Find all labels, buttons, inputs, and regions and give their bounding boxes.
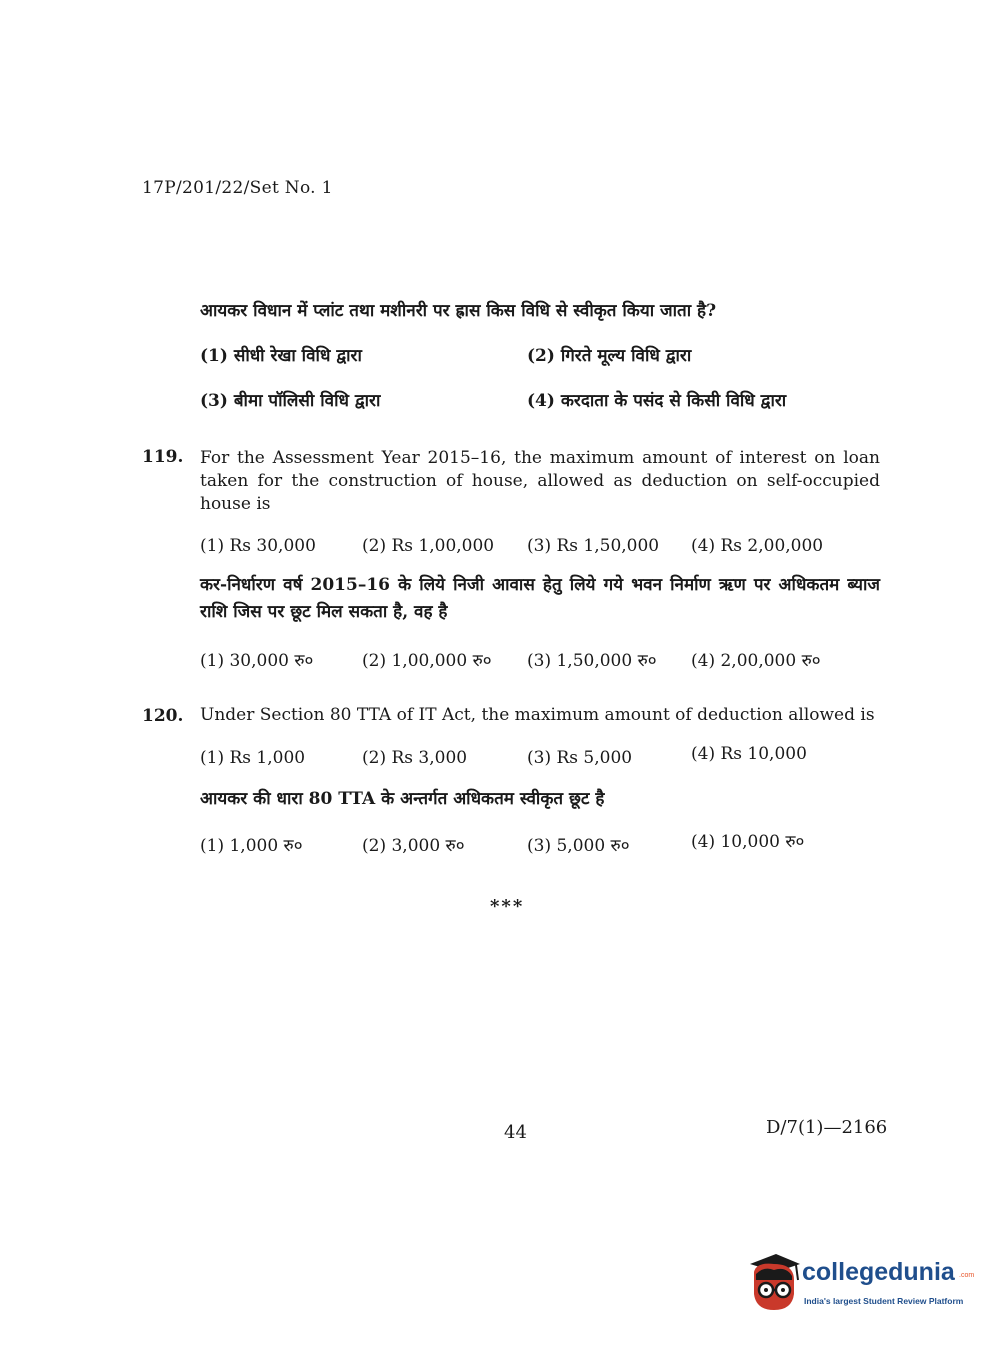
q119-number: 119. (142, 447, 184, 467)
brand-domain: .com (959, 1272, 975, 1279)
q119-option-1: (1) Rs 30,000 (200, 536, 316, 556)
q119-hindi-option-3: (3) 1,50,000 रु० (527, 651, 657, 671)
q119-option-4: (4) Rs 2,00,000 (691, 536, 824, 556)
booklet-reference: D/7(1)—2166 (766, 1117, 888, 1138)
q120-option-1: (1) Rs 1,000 (200, 748, 306, 768)
q118-hindi-option-4: (4) करदाता के पसंद से किसी विधि द्वारा (527, 391, 787, 411)
q119-question: For the Assessment Year 2015–16, the maximum amount of interest on loan taken for the construction of house, allowed as deduction on self-occupied house is (200, 448, 880, 514)
q119-option-2: (2) Rs 1,00,000 (362, 536, 495, 556)
q120-option-4: (4) Rs 10,000 (691, 744, 807, 764)
q119-option-3: (3) Rs 1,50,000 (527, 536, 660, 556)
q120-hindi-question: आयकर की धारा 80 TTA के अन्तर्गत अधिकतम स्वीकृत छूट है (200, 789, 605, 809)
q119-hindi-option-4: (4) 2,00,000 रु० (691, 651, 821, 671)
end-stars: *** (490, 896, 525, 917)
q118-hindi-option-1: (1) सीधी रेखा विधि द्वारा (200, 346, 362, 366)
mascot-icon (744, 1250, 802, 1314)
q118-hindi-option-2: (2) गिरते मूल्य विधि द्वारा (527, 346, 692, 366)
q120-number: 120. (142, 706, 184, 726)
q119-hindi-option-1: (1) 30,000 रु० (200, 651, 314, 671)
page-number: 44 (504, 1122, 527, 1143)
q118-hindi-question: आयकर विधान में प्लांट तथा मशीनरी पर ह्रास किस विधि से स्वीकृत किया जाता है? (200, 301, 717, 321)
brand-name: collegedunia (802, 1258, 955, 1286)
paper-code: 17P/201/22/Set No. 1 (142, 178, 333, 198)
brand-tagline: India's largest Student Review Platform (804, 1296, 964, 1306)
collegedunia-watermark (744, 1250, 974, 1320)
q120-question: Under Section 80 TTA of IT Act, the maximum amount of deduction allowed is (200, 705, 875, 725)
q120-hindi-option-3: (3) 5,000 रु० (527, 836, 630, 856)
q119-hindi-question: कर-निर्धारण वर्ष 2015–16 के लिये निजी आवास हेतु लिये गये भवन निर्माण ऋण पर अधिकतम ब्याज राशि जिस पर छूट मिल सकता है, वह है (200, 575, 880, 622)
q120-hindi-option-2: (2) 3,000 रु० (362, 836, 465, 856)
q120-option-3: (3) Rs 5,000 (527, 748, 633, 768)
q118-hindi-option-3: (3) बीमा पॉलिसी विधि द्वारा (200, 391, 381, 411)
q119-hindi-option-2: (2) 1,00,000 रु० (362, 651, 492, 671)
q120-hindi-option-4: (4) 10,000 रु० (691, 832, 805, 852)
q120-option-2: (2) Rs 3,000 (362, 748, 468, 768)
q120-hindi-option-1: (1) 1,000 रु० (200, 836, 303, 856)
